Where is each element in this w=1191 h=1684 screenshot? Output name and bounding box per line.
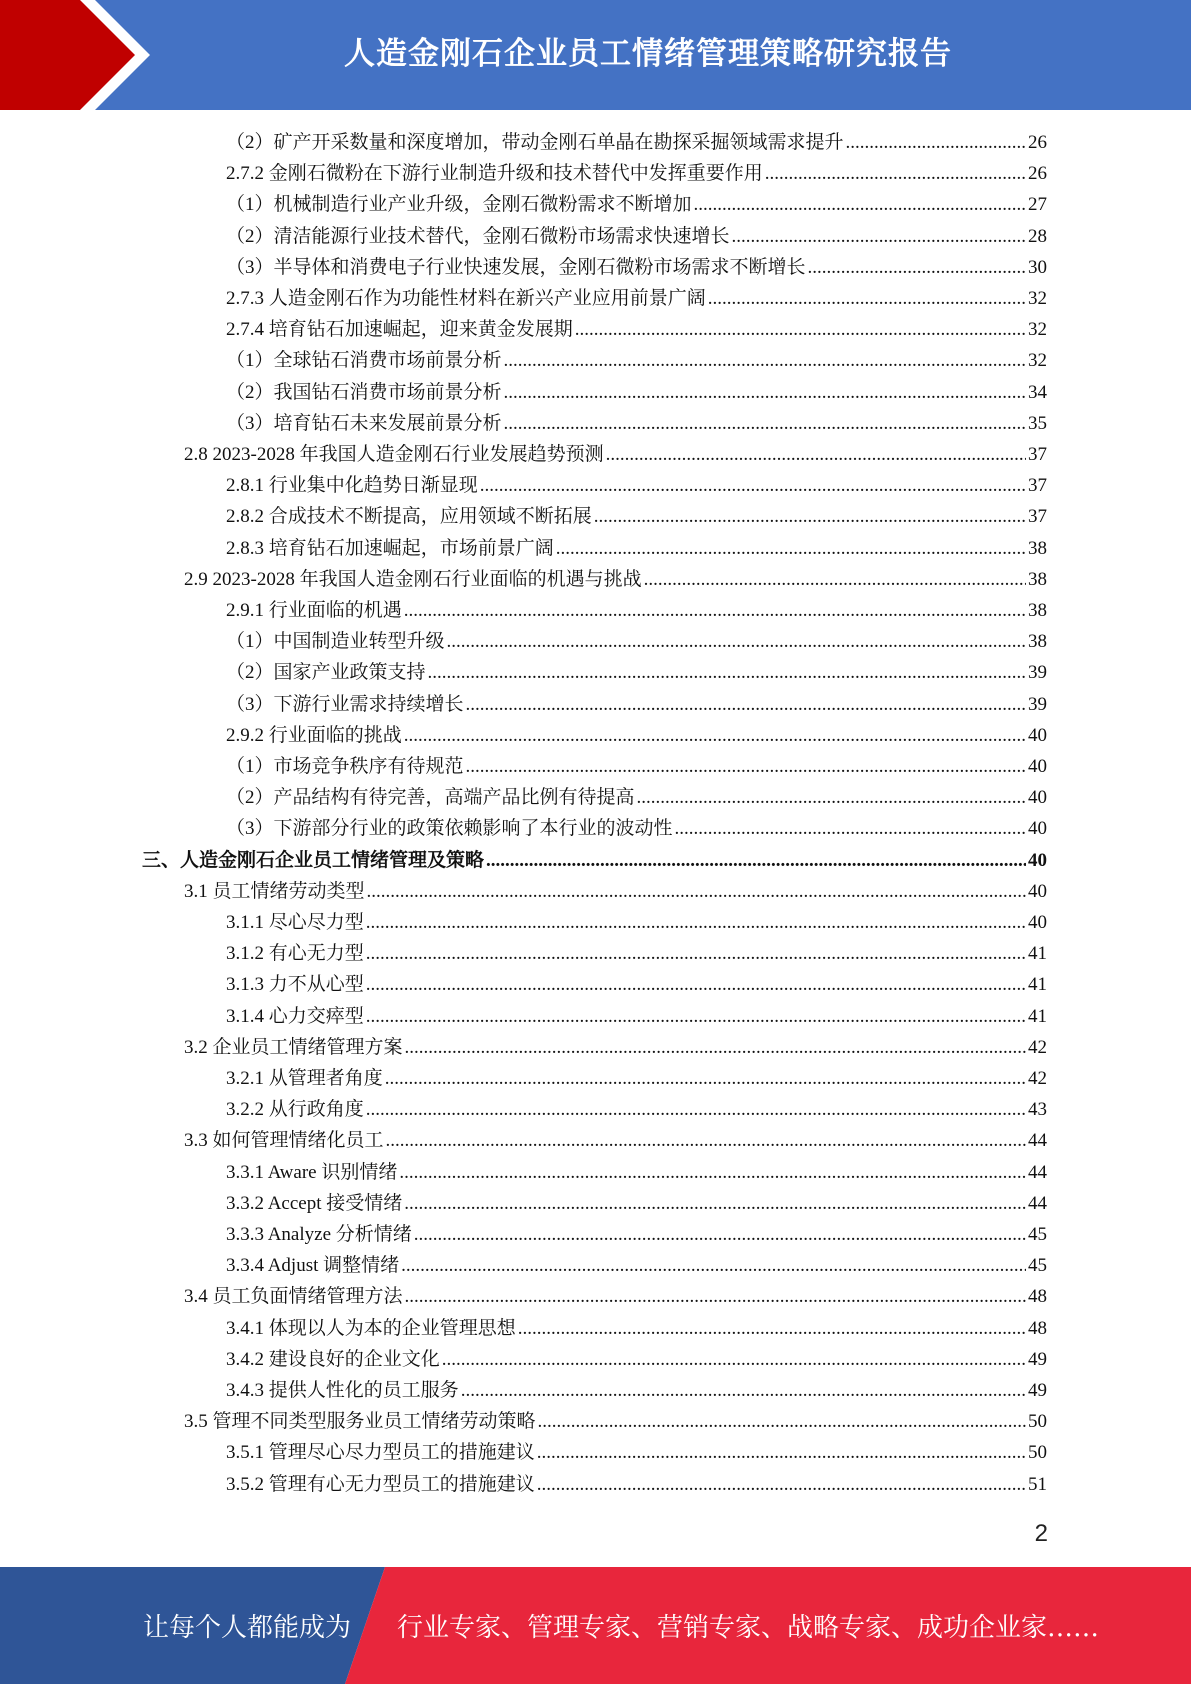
toc-entry-title: 2.8.1 行业集中化趋势日渐显现 [226,475,478,497]
toc-entry-title: （2）清洁能源行业技术替代，金刚石微粉市场需求快速增长 [226,225,730,247]
toc-entry[interactable] [226,314,1047,345]
toc-entry-page: 44 [1028,1161,1047,1183]
toc-entry-page: 28 [1028,225,1047,247]
toc-entry-page: 44 [1028,1192,1047,1214]
toc-entry-page: 30 [1028,256,1047,278]
toc-entry-title: 2.9.1 行业面临的机遇 [226,600,402,621]
toc-entry-title: 2.7.4 培育钻石加速崛起，迎来黄金发展期 [226,319,573,341]
toc-entry[interactable] [226,751,1047,782]
toc-dot-leader [504,408,1026,439]
toc-entry-title: （3）培育钻石未来发展前景分析 [226,412,502,434]
toc-dot-leader [765,158,1026,189]
toc-dot-leader [708,283,1026,314]
toc-entry-title: 三、人造金刚石企业员工情绪管理及策略 [142,849,485,871]
page-footer [0,1567,1191,1684]
toc-entry-page: 32 [1028,350,1047,372]
toc-dot-leader [366,969,1026,1000]
toc-entry-page: 49 [1028,1380,1047,1401]
toc-entry-title: 3.3.3 Analyze 分析情绪 [226,1224,412,1245]
toc-entry[interactable] [184,564,1047,595]
toc-entry-title: （3）半导体和消费电子行业快速发展，金刚石微粉市场需求不断增长 [226,256,806,278]
toc-entry-title: 2.9 2023-2028 年我国人造金刚石行业面临的机遇与挑战 [184,568,642,590]
toc-entry-title: 3.1.2 有心无力型 [226,943,364,965]
toc-entry-page: 26 [1028,163,1047,185]
toc-dot-leader [366,1001,1026,1032]
toc-dot-leader [846,127,1026,158]
page-header [0,0,1191,110]
toc-entry-page: 38 [1028,600,1047,621]
toc-dot-leader [694,189,1026,220]
toc-entry[interactable] [184,1032,1047,1063]
toc-entry-title: 2.8.3 培育钻石加速崛起，市场前景广阔 [226,537,554,559]
toc-entry[interactable] [226,189,1047,220]
toc-entry[interactable] [226,1001,1047,1032]
toc-entry[interactable] [226,252,1047,283]
toc-dot-leader [385,1063,1026,1094]
toc-entry[interactable] [226,1063,1047,1094]
toc-entry-page: 38 [1028,568,1047,590]
toc-entry[interactable] [226,1219,1047,1250]
toc-entry[interactable] [184,439,1047,470]
toc-entry[interactable] [226,1157,1047,1188]
toc-entry-page: 41 [1028,974,1047,996]
toc-entry-page: 50 [1028,1411,1047,1433]
toc-entry[interactable] [226,1188,1047,1219]
toc-dot-leader [537,1469,1026,1500]
toc-entry[interactable] [226,1094,1047,1125]
toc-entry[interactable] [184,1406,1047,1437]
page-number: 2 [1034,1520,1048,1547]
toc-entry-title: 3.5.2 管理有心无力型员工的措施建议 [226,1473,535,1495]
toc-entry-title: 3.1.3 力不从心型 [226,974,364,996]
toc-entry-title: 3.5.1 管理尽心尽力型员工的措施建议 [226,1442,535,1464]
toc-entry-title: （3）下游行业需求持续增长 [226,693,464,715]
toc-dot-leader [518,1313,1026,1344]
toc-entry-page: 38 [1028,631,1047,653]
toc-entry-title: 3.1.4 心力交瘁型 [226,1005,364,1027]
toc-dot-leader [428,657,1026,688]
toc-entry[interactable] [226,595,1047,626]
toc-entry-title: 2.7.2 金刚石微粉在下游行业制造升级和技术替代中发挥重要作用 [226,163,763,185]
toc-entry-title: （1）机械制造行业产业升级，金刚石微粉需求不断增加 [226,194,692,216]
toc-entry-title: 2.7.3 人造金刚石作为功能性材料在新兴产业应用前景广阔 [226,288,706,309]
toc-entry-title: （1）全球钻石消费市场前景分析 [226,350,502,372]
toc-dot-leader [732,221,1026,252]
toc-dot-leader [366,907,1026,938]
toc-dot-leader [556,533,1026,564]
toc-entry-page: 41 [1028,943,1047,965]
toc-entry-page: 40 [1028,756,1047,777]
toc-entry-page: 26 [1028,132,1047,153]
toc-entry-page: 34 [1028,381,1047,403]
toc-dot-leader [447,626,1026,657]
toc-dot-leader [366,1094,1026,1125]
toc-entry-title: 3.4 员工负面情绪管理方法 [184,1286,403,1308]
toc-entry[interactable] [226,470,1047,501]
footer-slogan-right: 行业专家、管理专家、营销专家、战略专家、成功企业家…… [397,1613,1100,1643]
toc-dot-leader [466,689,1026,720]
toc-entry-title: 3.3.4 Adjust 调整情绪 [226,1255,400,1277]
toc-entry-page: 35 [1028,412,1047,434]
toc-dot-leader [504,345,1026,376]
toc-dot-leader [442,1344,1026,1375]
toc-dot-leader [486,845,1026,876]
toc-entry[interactable] [226,1250,1047,1281]
toc-dot-leader [367,876,1026,907]
toc-entry-title: 3.2 企业员工情绪管理方案 [184,1036,403,1058]
toc-entry[interactable] [184,876,1047,907]
toc-entry-page: 40 [1028,724,1047,746]
toc-entry-title: 2.8 2023-2028 年我国人造金刚石行业发展趋势预测 [184,444,604,465]
toc-entry-page: 51 [1028,1473,1047,1495]
toc-entry-page: 42 [1028,1036,1047,1058]
toc-entry-title: （3）下游部分行业的政策依赖影响了本行业的波动性 [226,818,673,840]
toc-entry[interactable] [226,938,1047,969]
toc-entry-page: 40 [1028,818,1047,840]
toc-entry-title: 3.2.2 从行政角度 [226,1099,364,1121]
toc-dot-leader [594,501,1026,532]
toc-dot-leader [808,252,1026,283]
toc-entry[interactable] [226,907,1047,938]
toc-entry-title: （2）我国钻石消费市场前景分析 [226,381,502,403]
toc-entry-page: 42 [1028,1068,1047,1089]
toc-entry-title: 3.4.3 提供人性化的员工服务 [226,1380,459,1401]
toc-entry[interactable] [226,221,1047,252]
toc-entry[interactable] [226,501,1047,532]
toc-entry-title: 3.3.2 Accept 接受情绪 [226,1192,403,1214]
toc-dot-leader [575,314,1026,345]
toc-entry[interactable] [226,1469,1047,1500]
toc-dot-leader [644,564,1026,595]
toc-entry[interactable] [226,1375,1047,1406]
toc-dot-leader [538,1406,1026,1437]
toc-entry-title: 2.9.2 行业面临的挑战 [226,724,402,746]
toc-dot-leader [386,1125,1026,1156]
toc-dot-leader [504,377,1026,408]
toc-entry-title: （1）市场竞争秩序有待规范 [226,756,464,777]
toc-entry-title: （1）中国制造业转型升级 [226,631,445,653]
toc-entry-page: 50 [1028,1442,1047,1464]
toc-entry-title: 3.1 员工情绪劳动类型 [184,880,365,902]
toc-dot-leader [404,595,1026,626]
toc-entry-title: （2）国家产业政策支持 [226,662,426,684]
toc-entry[interactable] [226,158,1047,189]
toc-entry[interactable] [226,283,1047,314]
toc-dot-leader [606,439,1026,470]
toc-dot-leader [399,1157,1026,1188]
toc-entry-page: 37 [1028,506,1047,528]
toc-entry[interactable] [226,1344,1047,1375]
toc-entry[interactable] [184,1281,1047,1312]
toc-entry-title: （2）矿产开采数量和深度增加，带动金刚石单晶在勘探采掘领域需求提升 [226,132,844,153]
toc-entry[interactable] [226,689,1047,720]
toc-entry-title: 3.3 如何管理情绪化员工 [184,1130,384,1152]
toc-entry-title: 3.4.1 体现以人为本的企业管理思想 [226,1317,516,1339]
toc-entry[interactable] [226,1437,1047,1468]
toc-dot-leader [537,1437,1026,1468]
toc-entry-page: 48 [1028,1317,1047,1339]
toc-entry-title: （2）产品结构有待完善，高端产品比例有待提高 [226,787,635,809]
toc-entry-page: 37 [1028,475,1047,497]
toc-dot-leader [405,1032,1026,1063]
toc-entry-title: 3.1.1 尽心尽力型 [226,912,364,933]
toc-entry[interactable] [184,1125,1047,1156]
toc-entry-page: 45 [1028,1224,1047,1245]
toc-entry-page: 40 [1028,849,1047,871]
toc-dot-leader [366,938,1026,969]
toc-entry[interactable] [226,813,1047,844]
toc-dot-leader [480,470,1026,501]
toc-entry-page: 32 [1028,288,1047,309]
toc-entry-page: 37 [1028,444,1047,465]
toc-entry-title: 3.4.2 建设良好的企业文化 [226,1348,440,1370]
toc-entry[interactable] [226,345,1047,376]
toc-entry-page: 38 [1028,537,1047,559]
toc-entry-page: 40 [1028,880,1047,902]
toc-dot-leader [414,1219,1026,1250]
toc-entry[interactable] [226,657,1047,688]
toc-entry-title: 2.8.2 合成技术不断提高，应用领域不断拓展 [226,506,592,528]
toc-entry[interactable] [226,969,1047,1000]
toc-entry-page: 40 [1028,787,1047,809]
toc-dot-leader [466,751,1026,782]
toc-entry-page: 27 [1028,194,1047,216]
toc-entry[interactable] [226,127,1047,158]
toc-dot-leader [401,1250,1026,1281]
toc-entry-title: 3.5 管理不同类型服务业员工情绪劳动策略 [184,1411,536,1433]
toc-entry-title: 3.2.1 从管理者角度 [226,1068,383,1089]
toc-entry[interactable] [226,377,1047,408]
toc-entry-page: 39 [1028,693,1047,715]
toc-entry-page: 48 [1028,1286,1047,1308]
toc-entry[interactable] [142,845,1047,876]
toc-entry-page: 45 [1028,1255,1047,1277]
toc-entry-page: 32 [1028,319,1047,341]
report-title: 人造金刚石企业员工情绪管理策略研究报告 [344,36,952,72]
toc-entry-title: 3.3.1 Aware 识别情绪 [226,1161,398,1183]
toc-dot-leader [404,1188,1026,1219]
toc-dot-leader [637,782,1026,813]
toc-dot-leader [675,813,1026,844]
toc-entry-page: 49 [1028,1348,1047,1370]
toc-entry-page: 41 [1028,1005,1047,1027]
toc-entry-page: 39 [1028,662,1047,684]
toc-entry[interactable] [226,720,1047,751]
toc-entry[interactable] [226,533,1047,564]
toc-entry[interactable] [226,782,1047,813]
toc-dot-leader [461,1375,1026,1406]
toc-entry-page: 43 [1028,1099,1047,1121]
footer-slogan-left: 让每个人都能成为 [143,1613,352,1643]
toc-entry[interactable] [226,408,1047,439]
toc-entry-page: 40 [1028,912,1047,933]
toc-entry[interactable] [226,1313,1047,1344]
toc-entry[interactable] [226,626,1047,657]
toc-dot-leader [405,1281,1026,1312]
toc-dot-leader [404,720,1026,751]
toc-entry-page: 44 [1028,1130,1047,1152]
